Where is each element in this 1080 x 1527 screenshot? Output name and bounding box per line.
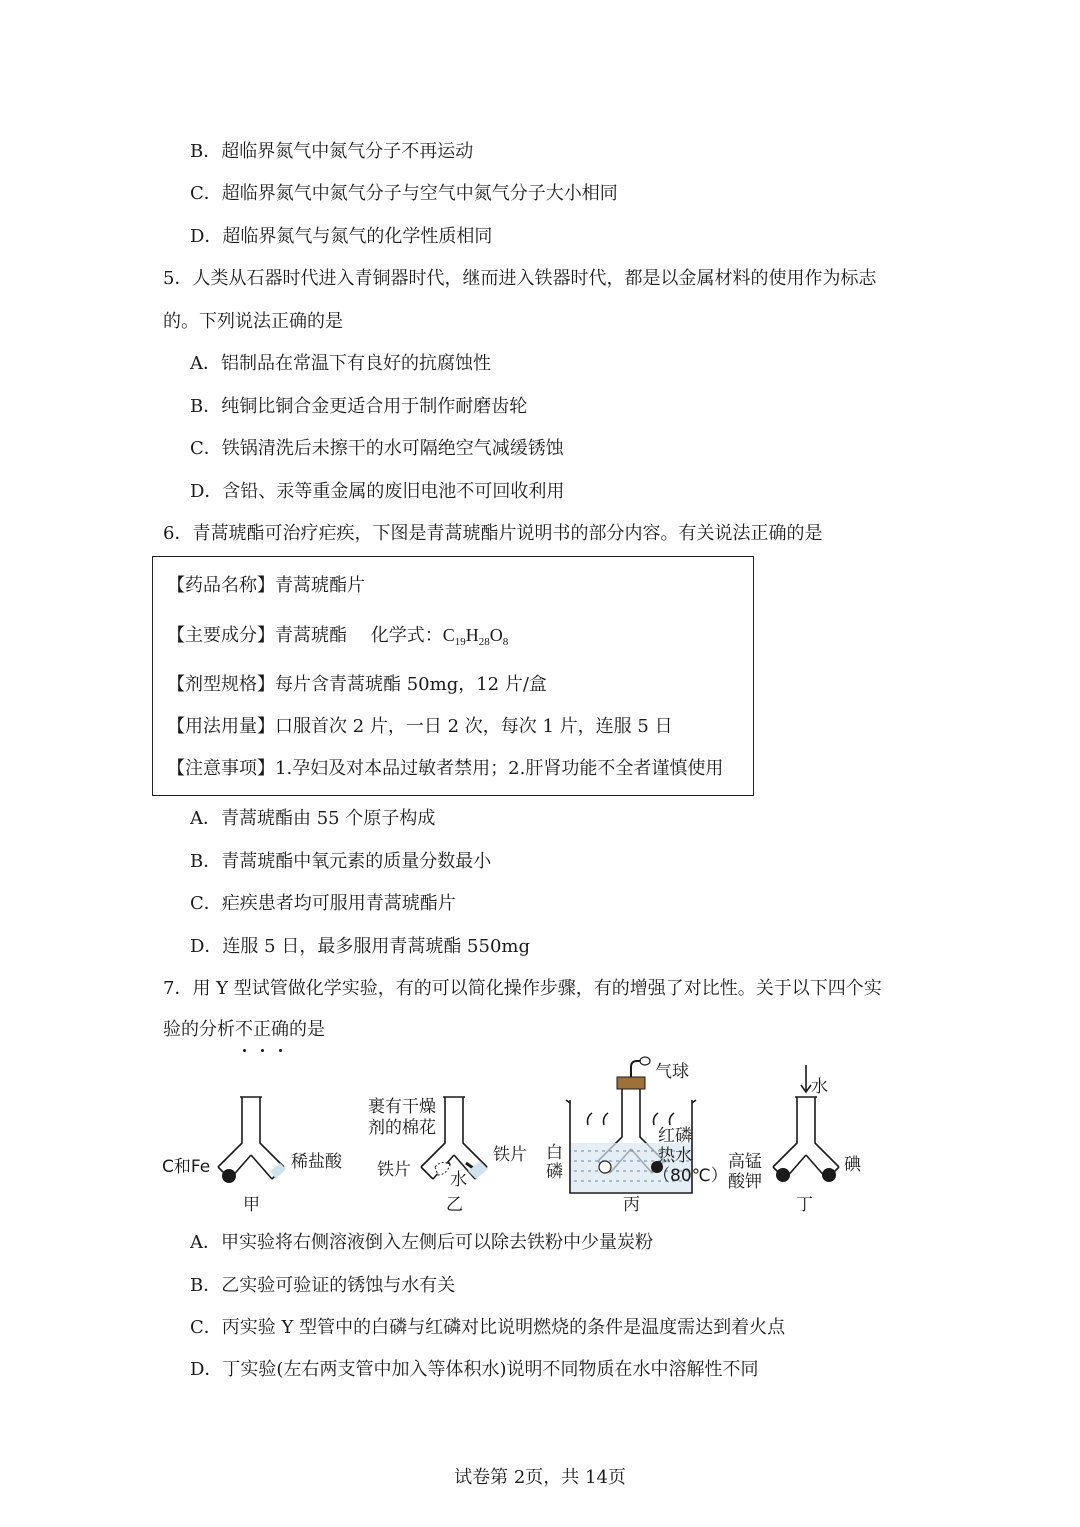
emphasis-char: 不 xyxy=(235,1019,253,1040)
chemical-formula: $C_{19}H_{28}O_8$ xyxy=(442,625,509,648)
y-tube-experiments-figure xyxy=(150,1055,880,1220)
experiment-jia xyxy=(218,1097,284,1179)
bing-caption: 丙 xyxy=(623,1195,640,1215)
q6-option-c: C．疟疾患者均可服用青蒿琥酯片 xyxy=(190,893,456,914)
q4-option-d: D．超临界氮气与氮气的化学性质相同 xyxy=(190,226,493,247)
bing-balloon xyxy=(640,1057,650,1065)
q5-option-b: B．纯铜比铜合金更适合用于制作耐磨齿轮 xyxy=(190,396,528,417)
q6-stem: 6．青蒿琥酯可治疗疟疾，下图是青蒿琥酯片说明书的部分内容。有关说法正确的是 xyxy=(163,523,823,544)
bing-red-p-label: 红磷 xyxy=(658,1126,692,1146)
yi-water-label: 水 xyxy=(450,1170,467,1190)
q4-option-c: C．超临界氮气中氮气分子与空气中氮气分子大小相同 xyxy=(190,183,618,204)
jia-left-label: C和Fe xyxy=(162,1157,211,1177)
ingredient-label: 【主要成分】青蒿琥酯 化学式： xyxy=(167,625,443,646)
ding-left-1: 高锰 xyxy=(728,1152,762,1172)
bing-balloon-label: 气球 xyxy=(655,1062,689,1082)
q5-stem-line1: 5．人类从石器时代进入青铜器时代，继而进入铁器时代，都是以金属材料的使用作为标志 xyxy=(163,268,877,289)
bing-white-phosphorus xyxy=(599,1161,611,1173)
ding-kmno4 xyxy=(776,1168,790,1182)
q5-option-a: A．铝制品在常温下有良好的抗腐蚀性 xyxy=(190,353,491,374)
experiment-ding xyxy=(773,1065,839,1179)
bing-white-p-2: 磷 xyxy=(546,1162,563,1182)
jia-right-label: 稀盐酸 xyxy=(291,1152,342,1172)
ding-caption: 丁 xyxy=(796,1195,813,1215)
q7-option-b: B．乙实验可验证的锈蚀与水有关 xyxy=(190,1275,456,1296)
drug-notes-row: 【注意事项】1.孕妇及对本品过敏者禁用；2.肝肾功能不全者谨慎使用 xyxy=(167,758,724,779)
drug-usage-row: 【用法用量】口服首次 2 片，一日 2 次，每次 1 片，连服 5 日 xyxy=(167,716,673,737)
q7-stem-line2: 验的分析不正确的是 xyxy=(163,1019,325,1040)
drug-ingredient-row xyxy=(167,623,508,648)
bing-hot-water-label: 热水 xyxy=(658,1146,692,1166)
yi-cotton-line1: 裹有干燥 xyxy=(368,1097,436,1117)
jia-caption: 甲 xyxy=(243,1195,260,1215)
ding-water-label: 水 xyxy=(811,1077,828,1097)
q5-option-c: C．铁锅清洗后未擦干的水可隔绝空气减缓锈蚀 xyxy=(190,438,564,459)
yi-water xyxy=(468,1161,488,1179)
yi-left-label: 铁片 xyxy=(377,1160,411,1180)
q5-option-d: D．含铅、汞等重金属的废旧电池不可回收利用 xyxy=(190,481,565,502)
emphasis-char: 确 xyxy=(271,1019,289,1040)
page-footer: 试卷第 2页，共 14页 xyxy=(454,1467,626,1488)
q6-option-a: A．青蒿琥酯由 55 个原子构成 xyxy=(190,808,436,829)
bing-temp-label: （80℃） xyxy=(653,1166,728,1186)
ding-left-2: 酸钾 xyxy=(728,1172,762,1192)
bing-white-p-1: 白 xyxy=(546,1143,563,1163)
q5-stem-line2: 的。下列说法正确的是 xyxy=(163,311,343,332)
yi-caption: 乙 xyxy=(446,1195,463,1215)
jia-acid-liquid xyxy=(270,1163,286,1179)
q6-option-d: D．连服 5 日，最多服用青蒿琥酯 550mg xyxy=(190,936,530,957)
ding-iodine xyxy=(822,1168,836,1182)
q7-option-d: D．丁实验(左右两支管中加入等体积水)说明不同物质在水中溶解性不同 xyxy=(190,1359,759,1380)
emphasis-char: 正 xyxy=(253,1019,271,1040)
q4-option-b: B．超临界氮气中氮气分子不再运动 xyxy=(190,141,474,162)
q7-option-a: A．甲实验将右侧溶液倒入左侧后可以除去铁粉中少量炭粉 xyxy=(190,1232,653,1253)
q6-option-b: B．青蒿琥酯中氧元素的质量分数最小 xyxy=(190,851,492,872)
drug-label-box xyxy=(152,556,754,796)
ding-right-label: 碘 xyxy=(844,1155,861,1175)
drug-spec-row: 【剂型规格】每片含青蒿琥酯 50mg，12 片/盒 xyxy=(167,674,547,695)
yi-right-label: 铁片 xyxy=(493,1145,527,1165)
yi-cotton-line2: 剂的棉花 xyxy=(368,1118,436,1138)
jia-solid xyxy=(222,1169,236,1183)
q7-stem-line1: 7．用 Y 型试管做化学实验，有的可以简化操作步骤，有的增强了对比性。关于以下四个实 xyxy=(163,978,882,999)
q7-option-c: C．丙实验 Y 型管中的白磷与红磷对比说明燃烧的条件是温度需达到着火点 xyxy=(190,1317,786,1338)
bing-stopper xyxy=(617,1077,645,1089)
drug-name-row: 【药品名称】青蒿琥酯片 xyxy=(167,575,365,596)
